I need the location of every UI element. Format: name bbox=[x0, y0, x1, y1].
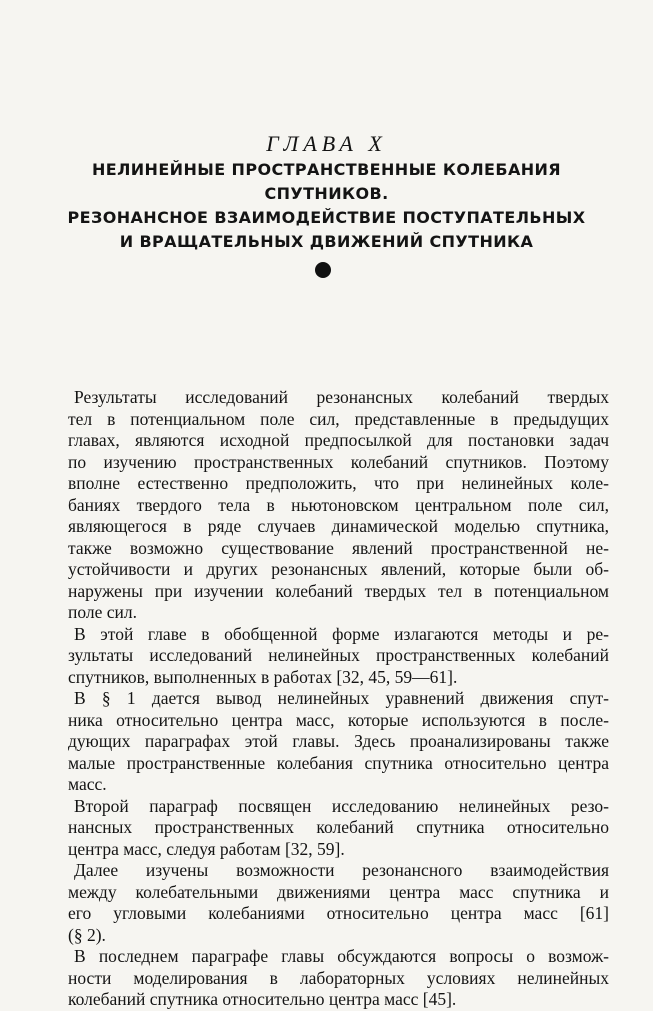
chapter-title-line: НЕЛИНЕЙНЫЕ ПРОСТРАНСТВЕННЫЕ КОЛЕБАНИЯ bbox=[91, 160, 562, 179]
text-line: В последнем параграфе главы обсуждаются вопросы о возмож- bbox=[74, 946, 609, 966]
text-line: Результаты исследований резонансных колебаний твердых bbox=[74, 387, 609, 407]
text-line: нансных пространственных колебаний спутника относительно bbox=[68, 817, 609, 837]
text-line: тел в потенциальном поле сил, представленные в предыдущих bbox=[68, 408, 609, 429]
text-line: малые пространственные колебания спутника относительно центра bbox=[68, 752, 609, 773]
text-line: центра масс, следуя работам [32, 59]. bbox=[68, 838, 345, 859]
text-line: по изучению пространственных колебаний спутников. Поэтому bbox=[68, 451, 609, 472]
text-line: также возможно существование явлений пространственной не- bbox=[68, 537, 609, 558]
text-line: ника относительно центра масс, которые используются в после- bbox=[68, 709, 609, 730]
chapter-title bbox=[40, 158, 613, 254]
paragraph-6 bbox=[68, 946, 609, 1011]
text-line: поле сил. bbox=[68, 602, 138, 622]
text-line: В этой главе в обобщенной форме излагаются методы и ре- bbox=[74, 623, 609, 644]
text-line: его угловыми колебаниями относительно центра масс [61] bbox=[68, 903, 609, 923]
text-line: являющегося в ряде случаев динамической моделью спутника, bbox=[68, 516, 609, 536]
text-line: устойчивости и других резонансных явлений, которые были об- bbox=[68, 559, 609, 579]
text-line: дующих параграфах этой главы. Здесь проанализированы также bbox=[68, 731, 609, 751]
chapter-label: ГЛАВА X bbox=[266, 131, 387, 156]
text-line: зультаты исследований нелинейных пространственных колебаний bbox=[68, 645, 609, 665]
chapter-title-line: РЕЗОНАНСНОЕ ВЗАИМОДЕЙСТВИЕ ПОСТУПАТЕЛЬНЫХ bbox=[67, 208, 586, 227]
paragraph-5 bbox=[68, 860, 609, 946]
paragraph-3 bbox=[68, 688, 609, 796]
text-line: между колебательными движениями центра масс спутника и bbox=[68, 881, 609, 902]
text-line: В § 1 дается вывод нелинейных уравнений движения спут- bbox=[74, 688, 609, 708]
paragraph-2 bbox=[68, 624, 609, 689]
body-text bbox=[68, 387, 609, 1011]
text-line: главах, являются исходной предпосылкой для постановки задач bbox=[68, 430, 609, 450]
text-line: Второй параграф посвящен исследованию нелинейных резо- bbox=[74, 795, 609, 816]
text-line: (§ 2). bbox=[68, 924, 106, 945]
chapter-title-line: СПУТНИКОВ. bbox=[264, 184, 389, 203]
bullet-ornament bbox=[315, 262, 331, 278]
text-line: наружены при изучении колебаний твердых тел в потенциальном bbox=[68, 580, 609, 601]
text-line: вполне естественно предположить, что при нелинейных коле- bbox=[68, 473, 609, 493]
text-line: колебаний спутника относительно центра масс [45]. bbox=[68, 989, 457, 1009]
paragraph-1 bbox=[68, 387, 609, 624]
text-line: Далее изучены возможности резонансного взаимодействия bbox=[74, 860, 609, 880]
text-line: баниях твердого тела в ньютоновском центральном поле сил, bbox=[68, 494, 609, 515]
text-line: ности моделирования в лабораторных условиях нелинейных bbox=[68, 967, 609, 988]
text-line: спутников, выполненных в работах [32, 45, 59—61]. bbox=[68, 666, 458, 687]
paragraph-4 bbox=[68, 796, 609, 861]
chapter-title-line: И ВРАЩАТЕЛЬНЫХ ДВИЖЕНИЙ СПУТНИКА bbox=[119, 232, 534, 251]
text-line: масс. bbox=[68, 774, 107, 794]
